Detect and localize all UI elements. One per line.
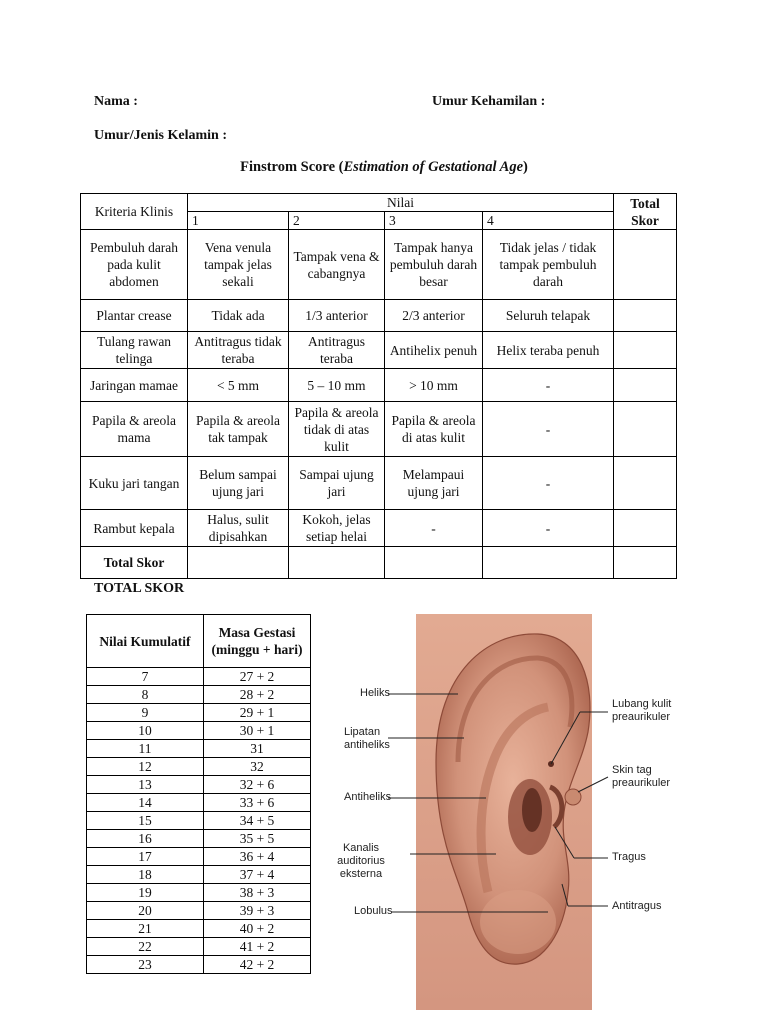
nilai-cell: - <box>385 510 483 547</box>
table-header-row <box>81 194 677 212</box>
nilai-kumulatif-cell: 10 <box>87 722 204 740</box>
nilai-level: 4 <box>483 212 614 230</box>
empty-cell <box>483 547 614 579</box>
masa-gestasi-cell: 36 + 4 <box>204 848 311 866</box>
score-row <box>87 686 311 704</box>
kriteria-cell: Jaringan mamae <box>81 369 188 402</box>
table-row <box>81 369 677 402</box>
nilai-cell: 5 – 10 mm <box>289 369 385 402</box>
score-row <box>87 668 311 686</box>
col-nilai-kumulatif: Nilai Kumulatif <box>87 615 204 668</box>
score-row <box>87 938 311 956</box>
score-row <box>87 704 311 722</box>
kriteria-cell: Tulang rawan telinga <box>81 332 188 369</box>
nilai-cell: 2/3 anterior <box>385 300 483 332</box>
nilai-level: 3 <box>385 212 483 230</box>
col-nilai-header: Nilai <box>188 194 614 212</box>
total-cell <box>614 332 677 369</box>
total-cell <box>614 402 677 457</box>
nilai-cell: Belum sampai ujung jari <box>188 457 289 510</box>
nilai-cell: Antihelix penuh <box>385 332 483 369</box>
nilai-kumulatif-cell: 22 <box>87 938 204 956</box>
kriteria-cell: Kuku jari tangan <box>81 457 188 510</box>
masa-gestasi-cell: 30 + 1 <box>204 722 311 740</box>
nilai-cell: Papila & areola di atas kulit <box>385 402 483 457</box>
masa-gestasi-cell: 32 + 6 <box>204 776 311 794</box>
empty-cell <box>614 547 677 579</box>
masa-gestasi-cell: 31 <box>204 740 311 758</box>
nilai-cell: - <box>483 402 614 457</box>
nilai-cell: Tidak jelas / tidak tampak pembuluh darah <box>483 230 614 300</box>
nilai-kumulatif-cell: 19 <box>87 884 204 902</box>
table-row <box>81 457 677 510</box>
score-row <box>87 902 311 920</box>
nilai-kumulatif-cell: 20 <box>87 902 204 920</box>
masa-gestasi-cell: 35 + 5 <box>204 830 311 848</box>
umur-jenis-kelamin-label: Umur/Jenis Kelamin : <box>94 128 227 143</box>
nilai-cell: Antitragus tidak teraba <box>188 332 289 369</box>
masa-gestasi-cell: 37 + 4 <box>204 866 311 884</box>
nilai-kumulatif-cell: 13 <box>87 776 204 794</box>
total-cell <box>614 369 677 402</box>
score-row <box>87 776 311 794</box>
kriteria-cell: Pembuluh darah pada kulit abdomen <box>81 230 188 300</box>
col-kriteria-header: Kriteria Klinis <box>81 194 188 230</box>
score-row <box>87 740 311 758</box>
nilai-kumulatif-cell: 14 <box>87 794 204 812</box>
nilai-level: 2 <box>289 212 385 230</box>
title-italic: Estimation of Gestational Age <box>343 159 524 175</box>
masa-gestasi-cell: 39 + 3 <box>204 902 311 920</box>
nilai-cell: Tampak hanya pembuluh darah besar <box>385 230 483 300</box>
score-header-row <box>87 615 311 668</box>
nilai-level: 1 <box>188 212 289 230</box>
score-row <box>87 956 311 974</box>
nilai-cell: Halus, sulit dipisahkan <box>188 510 289 547</box>
col-masa-gestasi: Masa Gestasi (minggu + hari) <box>204 615 311 668</box>
score-row <box>87 866 311 884</box>
nilai-kumulatif-cell: 18 <box>87 866 204 884</box>
nilai-cell: < 5 mm <box>188 369 289 402</box>
title-text: Finstrom Score ( <box>240 159 344 175</box>
nilai-kumulatif-cell: 15 <box>87 812 204 830</box>
masa-gestasi-cell: 27 + 2 <box>204 668 311 686</box>
nilai-cell: Tampak vena & cabangnya <box>289 230 385 300</box>
label-lobulus: Lobulus <box>354 905 393 917</box>
nilai-kumulatif-cell: 21 <box>87 920 204 938</box>
nilai-cell: - <box>483 369 614 402</box>
masa-gestasi-cell: 40 + 2 <box>204 920 311 938</box>
masa-gestasi-cell: 29 + 1 <box>204 704 311 722</box>
total-skor-row-label: Total Skor <box>81 547 188 579</box>
score-row <box>87 884 311 902</box>
nilai-cell: > 10 mm <box>385 369 483 402</box>
ear-figure <box>318 612 674 1020</box>
masa-gestasi-cell: 28 + 2 <box>204 686 311 704</box>
label-lubang-kulit: Lubang kulit preaurikuler <box>612 698 672 723</box>
label-heliks: Heliks <box>360 687 390 699</box>
nilai-cell: - <box>483 510 614 547</box>
masa-gestasi-cell: 41 + 2 <box>204 938 311 956</box>
score-row <box>87 722 311 740</box>
nilai-kumulatif-cell: 16 <box>87 830 204 848</box>
nilai-kumulatif-cell: 11 <box>87 740 204 758</box>
nilai-cell: Kokoh, jelas setiap helai <box>289 510 385 547</box>
total-cell <box>614 230 677 300</box>
nilai-cell: Antitragus teraba <box>289 332 385 369</box>
nilai-cell: 1/3 anterior <box>289 300 385 332</box>
nilai-kumulatif-cell: 8 <box>87 686 204 704</box>
label-kanalis: Kanalis auditorius eksterna <box>337 842 385 880</box>
label-antitragus: Antitragus <box>612 900 662 912</box>
kriteria-cell: Papila & areola mama <box>81 402 188 457</box>
score-row <box>87 848 311 866</box>
masa-gestasi-cell: 38 + 3 <box>204 884 311 902</box>
empty-cell <box>289 547 385 579</box>
masa-gestasi-cell: 34 + 5 <box>204 812 311 830</box>
table-row <box>81 300 677 332</box>
nilai-cell: Seluruh telapak <box>483 300 614 332</box>
label-lipatan-antiheliks: Lipatan antiheliks <box>344 726 390 751</box>
label-skin-tag: Skin tag preaurikuler <box>612 764 671 789</box>
score-row <box>87 758 311 776</box>
title-close: ) <box>523 159 528 175</box>
score-row <box>87 794 311 812</box>
finstrom-table <box>80 193 677 579</box>
nilai-cell: - <box>483 457 614 510</box>
nilai-cell: Papila & areola tidak di atas kulit <box>289 402 385 457</box>
score-body <box>87 668 311 974</box>
nilai-kumulatif-cell: 12 <box>87 758 204 776</box>
table-row <box>81 402 677 457</box>
total-cell <box>614 300 677 332</box>
total-cell <box>614 510 677 547</box>
nilai-kumulatif-cell: 23 <box>87 956 204 974</box>
nilai-cell: Helix teraba penuh <box>483 332 614 369</box>
nilai-cell: Papila & areola tak tampak <box>188 402 289 457</box>
total-cell <box>614 457 677 510</box>
kriteria-cell: Rambut kepala <box>81 510 188 547</box>
empty-cell <box>188 547 289 579</box>
kriteria-cell: Plantar crease <box>81 300 188 332</box>
nilai-cell: Sampai ujung jari <box>289 457 385 510</box>
nilai-cell: Melampaui ujung jari <box>385 457 483 510</box>
col-total-header: Total Skor <box>614 194 677 230</box>
nilai-kumulatif-cell: 9 <box>87 704 204 722</box>
document-title <box>0 159 768 176</box>
masa-gestasi-cell: 33 + 6 <box>204 794 311 812</box>
masa-gestasi-cell: 42 + 2 <box>204 956 311 974</box>
empty-cell <box>385 547 483 579</box>
nama-label: Nama : <box>94 94 138 109</box>
ear-illustration <box>318 612 674 1020</box>
score-row <box>87 812 311 830</box>
nilai-cell: Vena venula tampak jelas sekali <box>188 230 289 300</box>
umur-kehamilan-label: Umur Kehamilan : <box>432 94 546 109</box>
total-skor-row <box>81 547 677 579</box>
table-row <box>81 332 677 369</box>
nilai-kumulatif-cell: 7 <box>87 668 204 686</box>
table-row <box>81 230 677 300</box>
label-antiheliks: Antiheliks <box>344 791 392 803</box>
table-row <box>81 510 677 547</box>
label-tragus: Tragus <box>612 851 646 863</box>
score-row <box>87 830 311 848</box>
total-skor-heading: TOTAL SKOR <box>94 581 185 596</box>
nilai-kumulatif-cell: 17 <box>87 848 204 866</box>
score-table <box>86 614 311 974</box>
masa-gestasi-cell: 32 <box>204 758 311 776</box>
nilai-cell: Tidak ada <box>188 300 289 332</box>
score-row <box>87 920 311 938</box>
